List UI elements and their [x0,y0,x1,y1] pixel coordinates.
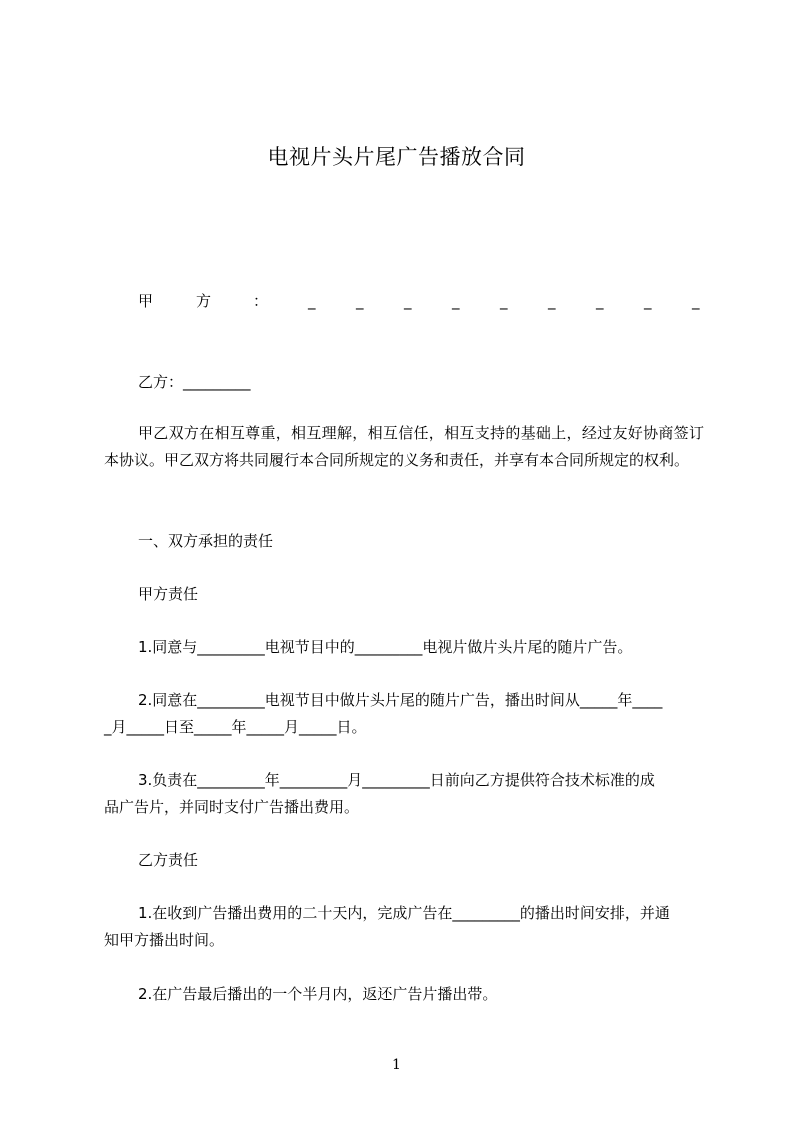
party-b-line: 乙方：_________ [138,373,251,391]
party-a-char-1: 甲 [138,292,154,310]
page-number: 1 [392,1057,401,1073]
party-a-line [138,290,703,314]
party-a-blank: _ [452,292,460,310]
document-title: 电视片头片尾广告播放合同 [267,145,526,169]
party-a-blank: _ [308,292,316,310]
party-a-char-2: 方 [196,292,212,310]
party-a-duty-3-line-1: 3.负责在_________年_________月_________日前向乙方提供符合技术标准的成 [138,771,655,789]
party-a-blank: _ [692,292,700,310]
party-a-duty-1: 1.同意与_________电视节目中的_________电视片做片头片尾的随片广告。 [138,638,633,656]
party-b-duty-1-line-2: 知甲方播出时间。 [104,931,225,949]
party-b-duty-heading: 乙方责任 [138,851,199,869]
party-a-blank: _ [404,292,412,310]
party-a-blank: _ [596,292,604,310]
intro-paragraph: 甲乙双方在相互尊重，相互理解，相互信任，相互支持的基础上，经过友好协商签订本协议。甲乙双方将共同履行本合同所规定的义务和责任，并享有本合同所规定的权利。 [104,424,704,469]
party-a-duty-3-line-2: 品广告片，并同时支付广告播出费用。 [104,798,360,816]
party-a-blank: _ [548,292,556,310]
party-a-blank: _ [500,292,508,310]
party-a-colon: ： [253,292,269,310]
party-b-duty-1-line-1: 1.在收到广告播出费用的二十天内，完成广告在_________的播出时间安排，并通 [138,904,670,922]
party-a-blank: _ [356,292,364,310]
party-a-duty-heading: 甲方责任 [138,585,199,603]
party-a-blank: _ [644,292,652,310]
party-a-duty-2-line-2: _月_____日至_____年_____月_____日。 [104,718,367,736]
party-a-duty-2-line-1: 2.同意在_________电视节目中做片头片尾的随片广告，播出时间从_____年____ [138,691,663,709]
section-1-heading: 一、双方承担的责任 [138,532,274,550]
party-b-duty-2: 2.在广告最后播出的一个半月内，返还广告片播出带。 [138,985,498,1003]
